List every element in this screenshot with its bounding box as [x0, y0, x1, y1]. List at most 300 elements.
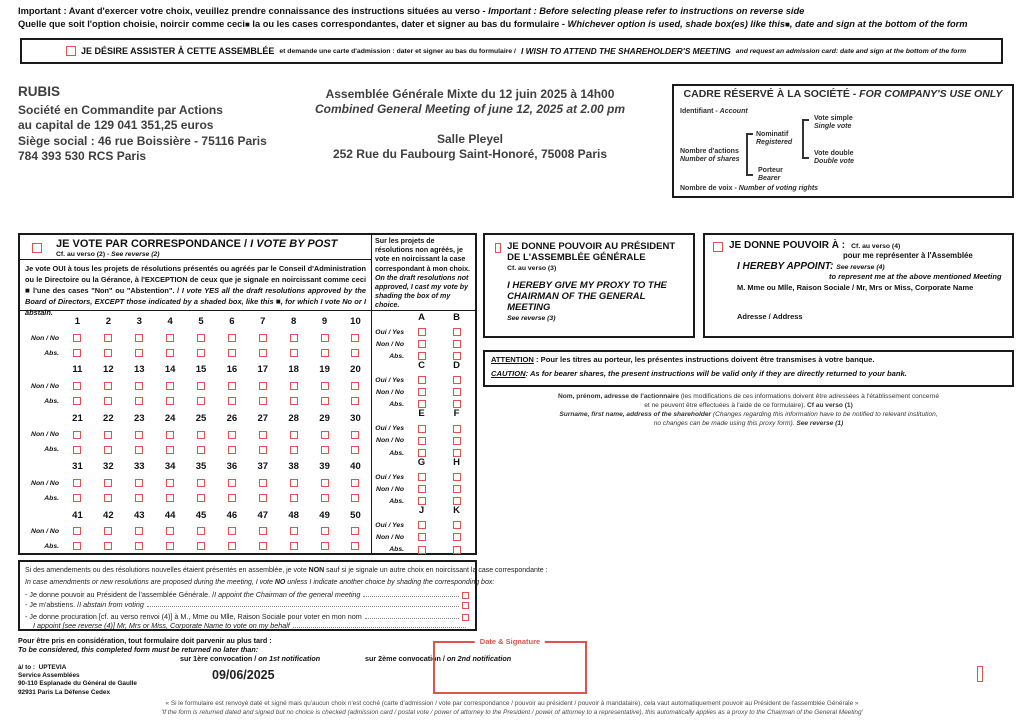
return-address-to-label: à/ to :: [18, 664, 36, 671]
return-address-dept: Service Assemblées: [18, 672, 80, 680]
attention-box: [483, 350, 1014, 387]
checkbox-abs-resolution-11[interactable]: [73, 397, 81, 405]
checkbox-non-resolution-8[interactable]: [290, 334, 298, 342]
checkbox-non-resolution-28[interactable]: [290, 431, 298, 439]
proxy-chairman-checkbox[interactable]: [495, 243, 501, 253]
deadline-en: To be considered, this completed form must be returned no later than:: [18, 645, 259, 654]
row-label-abs: Abs.: [389, 546, 404, 554]
attend-meeting-en-title: I WISH TO ATTEND THE SHAREHOLDER'S MEETING: [520, 46, 731, 56]
resolution-number-20: 20: [350, 364, 361, 376]
checkbox-non-resolution-37[interactable]: [259, 479, 267, 487]
amendment-proxy-checkbox[interactable]: [462, 614, 469, 621]
resolution-letter-A: A: [418, 311, 425, 323]
resolution-number-35: 35: [195, 461, 207, 473]
resolution-number-5: 5: [198, 316, 204, 327]
checkbox-non-resolution-42[interactable]: [104, 527, 112, 535]
checkbox-abs-resolution-9[interactable]: [321, 349, 329, 357]
checkbox-abs-resolution-G[interactable]: [418, 497, 426, 505]
checkbox-non-resolution-4[interactable]: [166, 334, 174, 342]
row-label-oui: Oui / Yes: [375, 425, 404, 433]
checkbox-non-resolution-14[interactable]: [166, 382, 174, 390]
resolution-number-45: 45: [195, 509, 207, 521]
attention-text-en: As for bearer shares, the present instructions will be valid only if they are directly returned to your bank.: [529, 369, 907, 378]
voting-rights-label: Nombre de voix - Number of voting rights: [680, 185, 819, 192]
resolution-number-19: 19: [319, 364, 330, 376]
checkbox-non-resolution-17[interactable]: [259, 382, 267, 390]
resolution-number-37: 37: [257, 461, 269, 473]
deadline-note: [18, 636, 272, 654]
checkbox-non-resolution-35[interactable]: [197, 479, 205, 487]
checkbox-abs-resolution-3[interactable]: [135, 349, 143, 357]
checkbox-non-resolution-48[interactable]: [290, 527, 298, 535]
attention-text-fr: Pour les titres au porteur, les présentes instructions doivent être transmises à votre banque.: [540, 355, 875, 364]
deadline-date: 09/06/2025: [212, 668, 275, 682]
vote-by-post-box: [18, 233, 477, 555]
checkbox-non-resolution-23[interactable]: [135, 431, 143, 439]
resolution-number-8: 8: [291, 316, 297, 327]
checkbox-abs-resolution-5[interactable]: [197, 349, 205, 357]
return-address-name: UPTEVIA: [38, 664, 67, 671]
checkbox-abs-resolution-36[interactable]: [228, 494, 236, 502]
checkbox-abs-resolution-49[interactable]: [321, 542, 329, 550]
instruction-2-en-a: Whichever option is used, shade box(es) like this: [567, 19, 786, 29]
proxy-chairman-ref-fr: Cf. au verso (3): [507, 265, 557, 272]
checkbox-abs-resolution-43[interactable]: [135, 542, 143, 550]
checkbox-non-resolution-13[interactable]: [135, 382, 143, 390]
checkbox-non-resolution-19[interactable]: [321, 382, 329, 390]
return-address: [18, 664, 137, 697]
checkbox-abs-resolution-J[interactable]: [418, 546, 426, 554]
meeting-block: [250, 87, 690, 162]
amendments-intro-fr: Si des amendements ou des résolutions nouvelles étaient présentés en assemblée, je vote NON sauf si je signale un autre choix en noircissant la case correspondante :: [25, 567, 548, 574]
resolution-number-10: 10: [350, 316, 361, 327]
proxy-appoint-title-en: I HEREBY APPOINT:: [737, 261, 837, 272]
dotted-leader: [293, 627, 466, 628]
resolution-number-9: 9: [321, 316, 328, 327]
resolution-number-46: 46: [226, 509, 238, 521]
attend-meeting-checkbox[interactable]: [66, 46, 76, 56]
checkbox-non-resolution-2[interactable]: [104, 334, 112, 342]
checkbox-abs-resolution-E[interactable]: [418, 449, 426, 457]
resolution-number-41: 41: [72, 509, 83, 521]
resolution-number-42: 42: [103, 509, 114, 521]
resolutions-grid: [20, 314, 371, 556]
second-notification-label: sur 2ème convocation / on 2nd notification: [365, 654, 512, 663]
checkbox-abs-resolution-48[interactable]: [290, 542, 298, 550]
checkbox-non-resolution-12[interactable]: [104, 382, 112, 390]
amendment-option-proxy: - Je donne procuration [cf. au verso renvoi (4)] à M., Mme ou Mlle, Raison Sociale pour voter en mon nom: [25, 612, 469, 621]
attention-label-en: CAUTION: [491, 369, 526, 378]
instruction-2-fr-a: Quelle que soit l'option choisie, noircir comme ceci: [18, 19, 245, 29]
resolution-letter-E: E: [418, 408, 425, 420]
resolution-number-16: 16: [226, 364, 238, 376]
resolution-number-31: 31: [72, 461, 83, 473]
amendment-option-proxy-en: I appoint [see reverse (4)] Mr, Mrs or Miss, Corporate Name to vote on my behalf: [25, 621, 469, 630]
dotted-leader: [363, 596, 459, 597]
return-address-street: 90-110 Esplanade du Général de Gaulle: [18, 680, 137, 688]
resolution-letter-F: F: [453, 408, 460, 420]
checkbox-non-resolution-29[interactable]: [321, 431, 329, 439]
non-approved-intro: Sur les projets de résolutions non agréés, je vote en noircissant la case correspondant à mon choix. On the draft resolutions not approved, I cast my vote by shading the box of my choice.: [375, 237, 470, 310]
checkbox-non-resolution-18[interactable]: [290, 382, 298, 390]
checkbox-non-resolution-9[interactable]: [321, 334, 329, 342]
row-label-non: Non / No: [31, 431, 59, 439]
checkbox-non-resolution-43[interactable]: [135, 527, 143, 535]
resolution-number-32: 32: [103, 461, 114, 473]
checkbox-abs-resolution-26[interactable]: [228, 446, 236, 454]
checkbox-non-resolution-49[interactable]: [321, 527, 329, 535]
shares-bracket: [746, 133, 753, 176]
resolution-letter-D: D: [453, 359, 460, 371]
checkbox-non-resolution-39[interactable]: [321, 479, 329, 487]
row-label-abs: Abs.: [44, 446, 59, 454]
signature-label: Date & Signature: [475, 637, 545, 646]
checkbox-non-resolution-46[interactable]: [228, 527, 236, 535]
meeting-venue: Salle Pleyel: [436, 132, 504, 146]
resolution-number-15: 15: [195, 364, 207, 376]
account-label: Identifiant - Account: [680, 108, 748, 115]
double-vote-label: Vote double Double vote: [814, 150, 855, 166]
checkbox-abs-resolution-40[interactable]: [351, 494, 359, 502]
instruction-2-fr-b: la ou les cases correspondantes, dater et signer au bas du formulaire -: [249, 19, 568, 29]
checkbox-abs-resolution-22[interactable]: [104, 446, 112, 454]
proxy-appoint-checkbox[interactable]: [713, 242, 723, 252]
row-label-abs: Abs.: [44, 543, 59, 551]
appointee-name-label: M. Mme ou Mlle, Raison Sociale / Mr, Mrs or Miss, Corporate Name: [737, 283, 974, 292]
row-label-oui: Oui / Yes: [375, 328, 404, 336]
resolution-number-14: 14: [164, 364, 176, 376]
footer-note: [0, 700, 1024, 717]
checkbox-abs-resolution-47[interactable]: [259, 542, 267, 550]
row-label-oui: Oui / Yes: [375, 376, 404, 384]
checkbox-abs-resolution-21[interactable]: [73, 446, 81, 454]
company-block: [18, 84, 267, 165]
checkbox-abs-resolution-F[interactable]: [453, 449, 461, 457]
checkbox-abs-resolution-23[interactable]: [135, 446, 143, 454]
print-mark: [977, 666, 983, 682]
resolution-number-44: 44: [164, 509, 176, 521]
checkbox-abs-resolution-39[interactable]: [321, 494, 329, 502]
checkbox-abs-resolution-30[interactable]: [351, 446, 359, 454]
checkbox-non-resolution-24[interactable]: [166, 431, 174, 439]
checkbox-non-resolution-41[interactable]: [73, 527, 81, 535]
checkbox-abs-resolution-41[interactable]: [73, 542, 81, 550]
resolution-number-11: 11: [72, 364, 83, 376]
letters-grid: [372, 308, 474, 553]
registered-label: Nominatif Registered: [756, 131, 793, 147]
resolution-letter-G: G: [417, 456, 426, 468]
checkbox-abs-resolution-31[interactable]: [73, 494, 81, 502]
appointee-address-label: Adresse / Address: [737, 312, 803, 321]
checkbox-non-resolution-27[interactable]: [259, 431, 267, 439]
attention-line-en: CAUTION: As for bearer shares, the present instructions will be valid only if they are directly returned to your bank.: [491, 369, 907, 378]
instruction-line-1: [18, 6, 804, 16]
instruction-1-en: Important : Before selecting please refer to instructions on reverse side: [488, 6, 805, 16]
resolution-number-18: 18: [288, 364, 299, 376]
checkbox-abs-resolution-4[interactable]: [166, 349, 174, 357]
row-label-abs: Abs.: [389, 497, 404, 505]
proxy-chairman-box: [483, 233, 695, 338]
checkbox-abs-resolution-42[interactable]: [104, 542, 112, 550]
attend-meeting-en-rest: and request an admission card: date and sign at the bottom of the form: [735, 47, 967, 55]
checkbox-non-resolution-47[interactable]: [259, 527, 267, 535]
checkbox-abs-resolution-12[interactable]: [104, 397, 112, 405]
resolution-number-48: 48: [288, 509, 299, 521]
checkbox-abs-resolution-28[interactable]: [290, 446, 298, 454]
checkbox-abs-resolution-29[interactable]: [321, 446, 329, 454]
row-label-oui: Oui / Yes: [375, 473, 404, 481]
checkbox-abs-resolution-35[interactable]: [197, 494, 205, 502]
checkbox-abs-resolution-K[interactable]: [453, 546, 461, 554]
vote-bracket: [802, 119, 809, 159]
dotted-leader: [365, 618, 459, 619]
checkbox-abs-resolution-44[interactable]: [166, 542, 174, 550]
resolution-number-34: 34: [164, 461, 176, 473]
row-label-abs: Abs.: [44, 494, 59, 502]
checkbox-non-resolution-25[interactable]: [197, 431, 205, 439]
amendment-option-abstain: - Je m'abstiens. / I abstain from voting: [25, 599, 469, 609]
footer-fr: « Si le formulaire est renvoyé daté et signé mais qu'aucun choix n'est coché (carte d'admission / vote par correspondance / pouvoir au président / pouvoir à mandataire), cela vaut automatiquement pouvoir au Président de l'assemblée Générale »: [165, 700, 859, 707]
instruction-1-fr: Important : Avant d'exercer votre choix, veuillez prendre connaissance des instructions situées au verso -: [18, 6, 489, 16]
resolution-number-49: 49: [319, 509, 330, 521]
checkbox-abs-resolution-13[interactable]: [135, 397, 143, 405]
checkbox-abs-resolution-C[interactable]: [418, 400, 426, 408]
resolution-number-50: 50: [350, 509, 361, 521]
checkbox-abs-resolution-38[interactable]: [290, 494, 298, 502]
checkbox-abs-resolution-1[interactable]: [73, 349, 81, 357]
checkbox-non-resolution-15[interactable]: [197, 382, 205, 390]
checkbox-non-resolution-40[interactable]: [351, 479, 359, 487]
vote-by-post-checkbox[interactable]: [32, 243, 42, 253]
first-notification-label: sur 1ère convocation / on 1st notification: [180, 654, 321, 663]
proxy-appoint-represent-en: to represent me at the above mentioned Meeting: [829, 272, 1002, 281]
amendment-chairman-checkbox[interactable]: [462, 592, 469, 599]
checkbox-non-resolution-26[interactable]: [228, 431, 236, 439]
deadline-fr: Pour être pris en considération, tout formulaire doit parvenir au plus tard :: [18, 636, 272, 645]
resolution-number-24: 24: [164, 412, 176, 424]
resolution-number-30: 30: [350, 412, 361, 424]
resolution-number-36: 36: [226, 461, 238, 473]
checkbox-abs-resolution-24[interactable]: [166, 446, 174, 454]
attend-meeting-title: JE DÉSIRE ASSISTER À CETTE ASSEMBLÉE: [81, 46, 275, 56]
meeting-address: 252 Rue du Faubourg Saint-Honoré, 75008 Paris: [332, 147, 608, 161]
company-capital: au capital de 129 041 351,25 euros: [18, 118, 214, 132]
return-address-city: 92931 Paris La Défense Cedex: [18, 688, 111, 696]
meeting-title-en: Combined General Meeting of june 12, 2025 at 2.00 pm: [314, 102, 626, 116]
resolution-number-22: 22: [103, 412, 114, 424]
row-label-non: Non / No: [31, 528, 59, 536]
checkbox-abs-resolution-32[interactable]: [104, 494, 112, 502]
checkbox-non-resolution-3[interactable]: [135, 334, 143, 342]
resolution-number-47: 47: [257, 509, 269, 521]
resolution-number-6: 6: [229, 316, 235, 327]
shaded-box-sample-icon: ■: [785, 20, 790, 29]
checkbox-abs-resolution-33[interactable]: [135, 494, 143, 502]
row-label-abs: Abs.: [389, 401, 404, 409]
checkbox-abs-resolution-37[interactable]: [259, 494, 267, 502]
vote-by-post-ref: Cf. au verso (2) - See reverse (2): [56, 251, 160, 258]
checkbox-non-resolution-7[interactable]: [259, 334, 267, 342]
resolution-number-29: 29: [319, 412, 330, 424]
resolution-number-12: 12: [103, 364, 114, 376]
checkbox-abs-resolution-6[interactable]: [228, 349, 236, 357]
row-label-abs: Abs.: [389, 352, 404, 360]
checkbox-abs-resolution-B[interactable]: [453, 352, 461, 360]
company-use-title: [674, 88, 1012, 100]
checkbox-non-resolution-21[interactable]: [73, 431, 81, 439]
amendments-box: [18, 560, 548, 631]
checkbox-non-resolution-34[interactable]: [166, 479, 174, 487]
resolution-number-26: 26: [226, 412, 238, 424]
company-use-title-en: FOR COMPANY'S USE ONLY: [859, 88, 1003, 100]
resolution-number-2: 2: [105, 316, 111, 327]
company-hq: Siège social : 46 rue Boissière - 75116 Paris: [18, 133, 267, 148]
checkbox-abs-resolution-27[interactable]: [259, 446, 267, 454]
row-label-abs: Abs.: [44, 397, 59, 405]
shaded-box-sample-icon: ■: [25, 286, 31, 295]
row-label-non: Non / No: [31, 382, 59, 390]
checkbox-abs-resolution-20[interactable]: [351, 397, 359, 405]
proxy-appoint-box: [703, 233, 1014, 338]
checkbox-abs-resolution-25[interactable]: [197, 446, 205, 454]
checkbox-non-resolution-11[interactable]: [73, 382, 81, 390]
checkbox-non-resolution-33[interactable]: [135, 479, 143, 487]
checkbox-abs-resolution-16[interactable]: [228, 397, 236, 405]
proxy-appoint-represent-fr: pour me représenter à l'Assemblée: [843, 251, 973, 260]
checkbox-abs-resolution-D[interactable]: [453, 400, 461, 408]
resolution-number-3: 3: [136, 316, 142, 327]
checkbox-non-resolution-16[interactable]: [228, 382, 236, 390]
checkbox-non-resolution-1[interactable]: [73, 334, 81, 342]
checkbox-non-resolution-6[interactable]: [228, 334, 236, 342]
checkbox-non-resolution-5[interactable]: [197, 334, 205, 342]
amendments-intro-en: In case amendments or new resolutions are proposed during the meeting, I vote NO unless I indicate another choice by shading the corresponding box:: [25, 579, 495, 586]
resolution-letter-J: J: [418, 505, 425, 517]
instruction-line-2: [18, 19, 968, 29]
company-legal-form: Société en Commandite par Actions: [18, 102, 223, 117]
row-label-non: Non / No: [376, 389, 404, 397]
checkbox-non-resolution-10[interactable]: [351, 334, 359, 342]
resolution-number-7: 7: [260, 316, 266, 327]
shaded-box-sample-icon: ■: [275, 297, 281, 306]
resolution-number-28: 28: [288, 412, 299, 424]
checkbox-non-resolution-31[interactable]: [73, 479, 81, 487]
checkbox-abs-resolution-50[interactable]: [351, 542, 359, 550]
vote-by-post-title: JE VOTE PAR CORRESPONDANCE / I VOTE BY POST: [56, 238, 338, 250]
checkbox-non-resolution-30[interactable]: [351, 431, 359, 439]
row-label-non: Non / No: [31, 334, 59, 342]
checkbox-abs-resolution-7[interactable]: [259, 349, 267, 357]
checkbox-abs-resolution-H[interactable]: [453, 497, 461, 505]
proxy-appoint-ref-fr: Cf. au verso (4): [851, 243, 901, 250]
company-use-box: [672, 84, 1014, 198]
attend-meeting-fr: et demande une carte d'admission : dater et signer au bas du formulaire /: [279, 47, 516, 55]
row-label-non: Non / No: [31, 479, 59, 487]
resolution-number-23: 23: [133, 412, 145, 424]
resolution-letter-C: C: [418, 359, 425, 371]
checkbox-non-resolution-45[interactable]: [197, 527, 205, 535]
instruction-2-en-b: , date and sign at the bottom of the form: [789, 19, 968, 29]
resolution-letter-H: H: [453, 456, 460, 468]
checkbox-non-resolution-38[interactable]: [290, 479, 298, 487]
checkbox-abs-resolution-45[interactable]: [197, 542, 205, 550]
single-vote-label: Vote simple Single vote: [814, 115, 853, 131]
resolution-number-17: 17: [257, 364, 269, 376]
attention-label-fr: ATTENTION: [491, 355, 534, 364]
checkbox-non-resolution-32[interactable]: [104, 479, 112, 487]
resolution-number-1: 1: [74, 316, 81, 327]
row-label-oui: Oui / Yes: [375, 522, 404, 530]
checkbox-non-resolution-20[interactable]: [351, 382, 359, 390]
shareholder-note: Nom, prénom, adresse de l'actionnaire (les modifications de ces informations doivent être adressées à l'établissement concerné et ne peuvent être effectuées à l'aide de ce formulaire). Cf au verso (1) Surname, first name, address of the shareholder (Changes regarding this information have to be notified to relevant institution, no changes can be made using this proxy form). See reverse (1): [557, 393, 940, 427]
row-label-abs: Abs.: [44, 349, 59, 357]
non-approved-column: [371, 235, 474, 553]
vote-by-post-explanation: Je vote OUI à tous les projets de résolutions présentés ou agréés par le Conseil d'Administration ou le Directoire ou la Gérance, à l'EXCEPTION de ceux que je signale en noircissant comme ceci ■ l'une des cases "Non" ou "Abstention". / I vote YES all the draft resolutions approved by the Board of Directors, EXCEPT those indicated by a shaded box, like this ■, for which I vote No or I abstain.: [20, 259, 371, 310]
proxy-chairman-title: JE DONNE POUVOIR AU PRÉSIDENT DE L'ASSEMBLÉE GÉNÉRALE: [507, 241, 676, 263]
resolution-number-25: 25: [195, 412, 207, 424]
checkbox-non-resolution-50[interactable]: [351, 527, 359, 535]
dotted-leader: [147, 606, 459, 607]
row-label-non: Non / No: [376, 340, 404, 348]
resolution-letter-K: K: [453, 505, 460, 517]
checkbox-abs-resolution-14[interactable]: [166, 397, 174, 405]
signature-box[interactable]: [433, 637, 587, 694]
number-of-shares-label: Nombre d'actions Number of shares: [680, 148, 740, 164]
resolution-number-43: 43: [133, 509, 145, 521]
resolution-number-33: 33: [133, 461, 145, 473]
resolution-number-21: 21: [72, 412, 83, 424]
bearer-label: Porteur Bearer: [758, 167, 783, 183]
company-use-title-fr: CADRE RÉSERVÉ À LA SOCIÉTÉ -: [683, 88, 860, 100]
proxy-chairman-ref-en: See reverse (3): [507, 315, 556, 322]
checkbox-abs-resolution-19[interactable]: [321, 397, 329, 405]
checkbox-abs-resolution-2[interactable]: [104, 349, 112, 357]
amendment-abstain-checkbox[interactable]: [462, 602, 469, 609]
footer-en: 'If the form is returned dated and signed but no choice is checked (admission card / postal vote / power of attorney to the President / power of attorney to a representative), this automatically applies as a proxy to the Chairman of the General Meeting': [161, 708, 863, 716]
checkbox-abs-resolution-17[interactable]: [259, 397, 267, 405]
resolution-number-4: 4: [167, 316, 173, 327]
checkbox-abs-resolution-18[interactable]: [290, 397, 298, 405]
proxy-appoint-title-fr: JE DONNE POUVOIR À :: [729, 240, 846, 251]
proxy-appoint-ref-en: See reverse (4): [836, 264, 885, 271]
proxy-chairman-title-en: I HEREBY GIVE MY PROXY TO THE CHAIRMAN OF THE GENERAL MEETING: [507, 280, 667, 313]
company-name: RUBIS: [18, 84, 61, 99]
row-label-non: Non / No: [376, 485, 404, 493]
checkbox-non-resolution-44[interactable]: [166, 527, 174, 535]
resolution-number-27: 27: [257, 412, 269, 424]
checkbox-abs-resolution-34[interactable]: [166, 494, 174, 502]
resolution-letter-B: B: [453, 311, 460, 323]
checkbox-abs-resolution-10[interactable]: [351, 349, 359, 357]
company-rcs: 784 393 530 RCS Paris: [18, 149, 147, 163]
resolution-number-13: 13: [133, 364, 145, 376]
checkbox-abs-resolution-A[interactable]: [418, 352, 426, 360]
shaded-box-sample-icon: ■: [244, 20, 250, 29]
checkbox-abs-resolution-46[interactable]: [228, 542, 236, 550]
checkbox-abs-resolution-15[interactable]: [197, 397, 205, 405]
row-label-non: Non / No: [376, 437, 404, 445]
row-label-abs: Abs.: [389, 449, 404, 457]
resolution-number-40: 40: [350, 461, 361, 473]
attention-line-fr: ATTENTION : Pour les titres au porteur, les présentes instructions doivent être transmises à votre banque.: [491, 355, 875, 364]
checkbox-non-resolution-36[interactable]: [228, 479, 236, 487]
amendment-option-chairman: - Je donne pouvoir au Président de l'assemblée Générale. / I appoint the Chairman of the general meeting: [25, 589, 469, 599]
meeting-title-fr: Assemblée Générale Mixte du 12 juin 2025 à 14h00: [325, 87, 615, 101]
checkbox-non-resolution-22[interactable]: [104, 431, 112, 439]
resolution-number-39: 39: [319, 461, 330, 473]
checkbox-abs-resolution-8[interactable]: [290, 349, 298, 357]
row-label-non: Non / No: [376, 534, 404, 542]
